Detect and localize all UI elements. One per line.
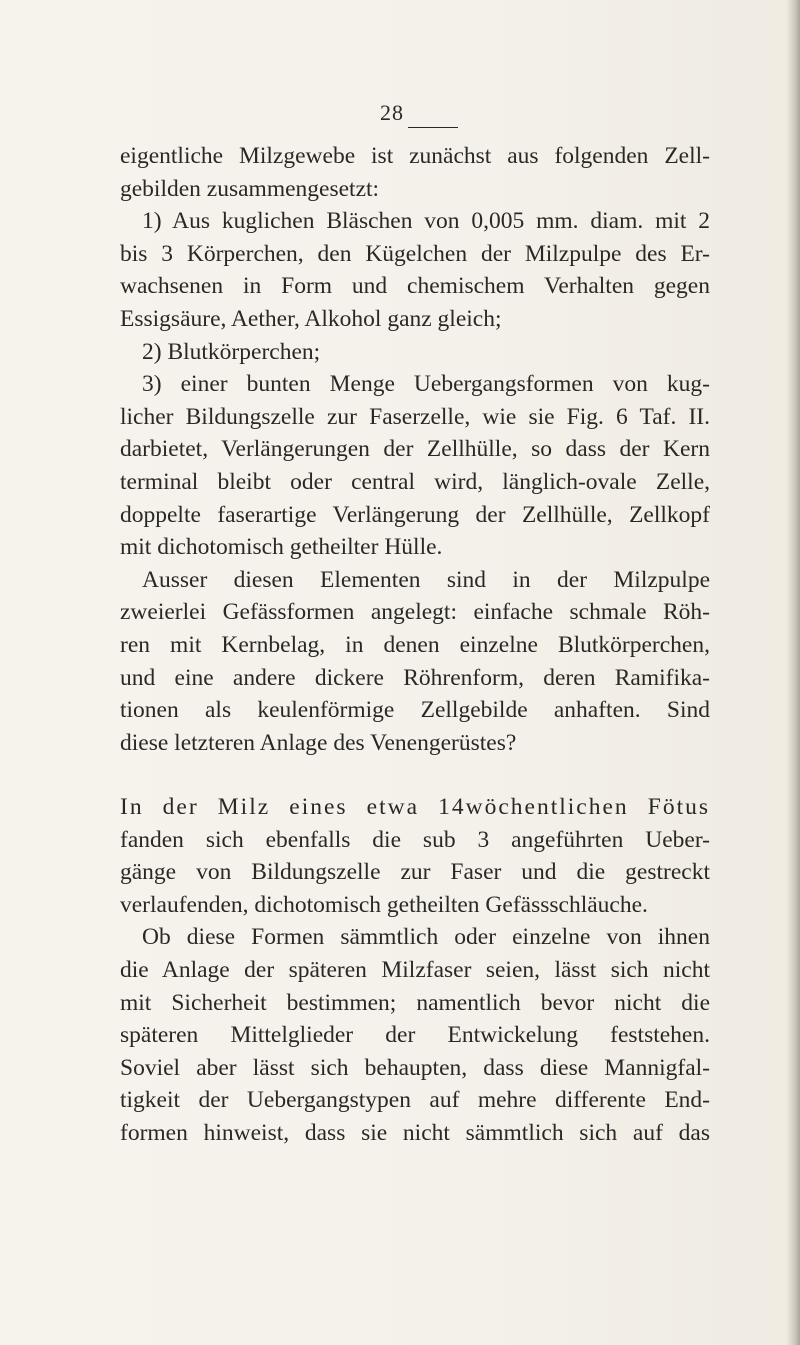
text-line: mit dichotomisch getheilter Hülle. (120, 534, 443, 561)
text-line: doppelte faserartige Verlängerung der Zellhülle, Zellkopf (120, 501, 710, 528)
text-line: In der Milz eines etwa 14wöchentlichen Fötus (120, 794, 710, 820)
text-line: späteren Mittelglieder der Entwickelung feststehen. (120, 1022, 710, 1049)
text-line: gebilden zusammengesetzt: (120, 175, 380, 202)
text-line: mit Sicherheit bestimmen; namentlich bevor nicht die (120, 989, 710, 1016)
text-line: bis 3 Körperchen, den Kügelchen der Milzpulpe des Er- (120, 240, 710, 267)
text-line: tigkeit der Uebergangstypen auf mehre differente End- (120, 1087, 710, 1114)
text-line: Essigsäure, Aether, Alkohol ganz gleich; (120, 305, 502, 332)
text-line: fanden sich ebenfalls die sub 3 angeführten Ueber- (120, 826, 710, 853)
text-line: wachsenen in Form und chemischem Verhalten gegen (120, 273, 710, 300)
text-line: formen hinweist, dass sie nicht sämmtlich sich auf das (120, 1119, 710, 1146)
text-line: Soviel aber lässt sich behaupten, dass diese Mannigfal- (120, 1054, 710, 1081)
page-number: 28 (380, 100, 404, 125)
text-line: die Anlage der späteren Milzfaser seien, lässt sich nicht (120, 956, 710, 983)
text-block-2 (120, 791, 710, 1150)
text-line: 3) einer bunten Menge Uebergangsformen von kug- (142, 371, 710, 398)
page-edge-shadow (786, 0, 800, 1345)
text-line: Ausser diesen Elementen sind in der Milzpulpe (142, 566, 710, 593)
text-line: 1) Aus kuglichen Bläschen von 0,005 mm. diam. mit 2 (142, 208, 710, 235)
text-line: diese letzteren Anlage des Venengerüstes? (120, 729, 517, 756)
text-line: gänge von Bildungszelle zur Faser und die gestreckt (120, 859, 710, 886)
text-line: ren mit Kernbelag, in denen einzelne Blutkörperchen, (120, 631, 710, 658)
text-line: 2) Blutkörperchen; (142, 338, 321, 365)
text-block-1 (120, 140, 710, 759)
text-line: terminal bleibt oder central wird, länglich-ovale Zelle, (120, 468, 710, 495)
text-line: darbietet, Verlängerungen der Zellhülle, so dass der Kern (120, 436, 710, 463)
text-line: eigentliche Milzgewebe ist zunächst aus folgenden Zell- (120, 143, 710, 169)
text-line: zweierlei Gefässformen angelegt: einfache schmale Röh- (120, 599, 710, 626)
page-number-rule (408, 127, 458, 128)
text-line: Ob diese Formen sämmtlich oder einzelne von ihnen (142, 924, 710, 951)
text-line: und eine andere dickere Röhrenform, deren Ramifika- (120, 664, 710, 691)
text-line: verlaufenden, dichotomisch getheilten Gefässschläuche. (120, 891, 648, 918)
text-line: tionen als keulenförmige Zellgebilde anhaften. Sind (120, 697, 710, 724)
text-line: licher Bildungszelle zur Faserzelle, wie sie Fig. 6 Taf. II. (120, 403, 710, 430)
